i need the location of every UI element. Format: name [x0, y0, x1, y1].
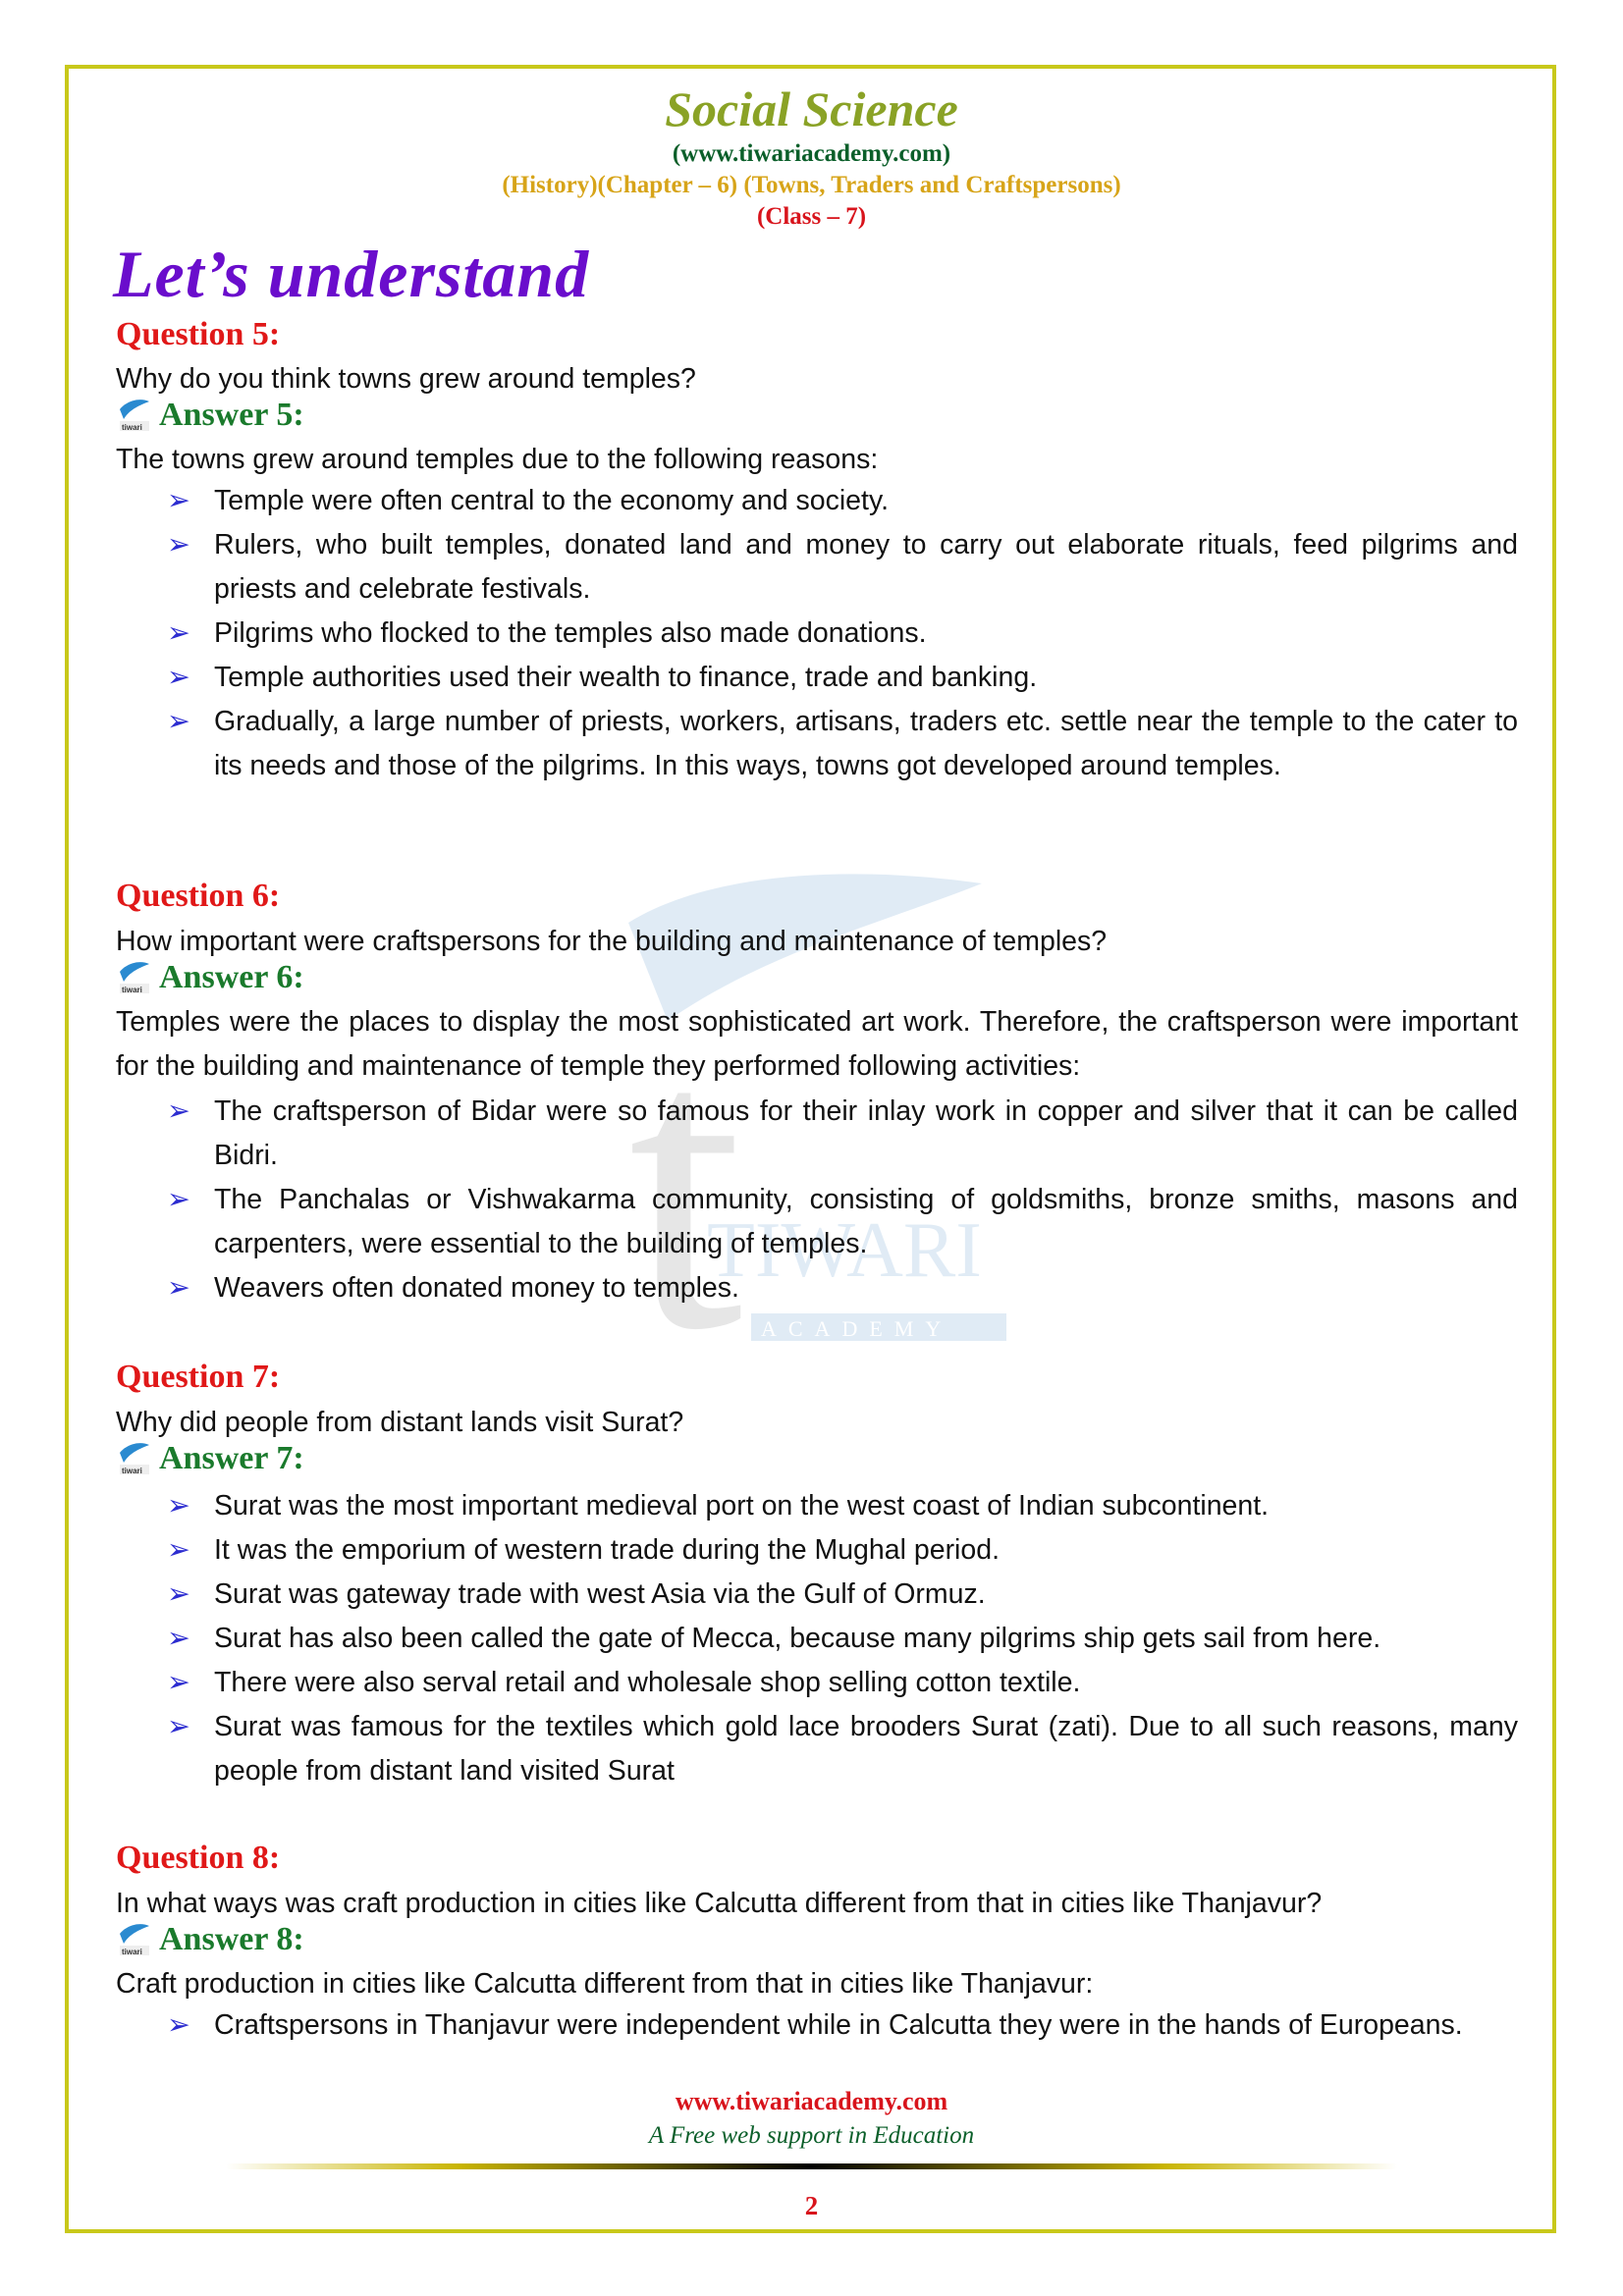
tiwari-logo-icon: [116, 1922, 151, 1957]
arrow-bullet-icon: ➢: [167, 1272, 190, 1304]
arrow-bullet-icon: ➢: [167, 1184, 190, 1215]
question-6-label: Question 6:: [116, 878, 281, 914]
bullet-text: Surat was gateway trade with west Asia via the Gulf of Ormuz.: [214, 1578, 986, 1610]
logo-text: tiwari: [122, 986, 142, 994]
bullet-text: Surat has also been called the gate of Mecca, because many pilgrims ship gets sail from here.: [214, 1623, 1381, 1654]
watermark-sub: ACADEMY: [761, 1316, 953, 1341]
tiwari-logo-icon: [116, 1441, 151, 1476]
arrow-bullet-icon: ➢: [167, 706, 190, 737]
bullet-text: Gradually, a large number of priests, workers, artisans, traders etc. settle near the temple to the cater to its needs and those of the pilgrims. In this ways, towns got developed around temples.: [214, 706, 1518, 781]
bullet-text: Pilgrims who flocked to the temples also made donations.: [214, 617, 927, 649]
question-8-label: Question 8:: [116, 1840, 281, 1876]
bullet-text: The Panchalas or Vishwakarma community, consisting of goldsmiths, bronze smiths, masons and carpenters, were essential to the building of temples.: [214, 1184, 1518, 1259]
footer-site-link[interactable]: www.tiwariacademy.com: [675, 2087, 948, 2115]
answer-5-intro: The towns grew around temples due to the following reasons:: [116, 444, 879, 475]
bullet-text: Temple authorities used their wealth to finance, trade and banking.: [214, 662, 1038, 693]
tiwari-logo-icon: [116, 960, 151, 995]
arrow-bullet-icon: ➢: [167, 1490, 190, 1522]
watermark-letter: t: [628, 958, 743, 1374]
watermark-word: TIWARI: [707, 1207, 982, 1294]
class-label: (Class – 7): [756, 203, 867, 230]
subject-title: Social Science: [665, 81, 958, 136]
footer-tagline: A Free web support in Education: [648, 2122, 975, 2149]
arrow-bullet-icon: ➢: [167, 1711, 190, 1742]
arrow-bullet-icon: ➢: [167, 1578, 190, 1610]
answer-5-label: Answer 5:: [159, 397, 304, 433]
arrow-bullet-icon: ➢: [167, 617, 190, 649]
section-title: Let’s understand: [113, 237, 590, 311]
answer-8-intro: Craft production in cities like Calcutta different from that in cities like Thanjavur:: [116, 1968, 1094, 2000]
footer-divider: [226, 2163, 1397, 2169]
answer-6-heading: [116, 959, 304, 996]
header-site-link[interactable]: (www.tiwariacademy.com): [672, 140, 951, 167]
bullet-text: Surat was famous for the textiles which gold lace brooders Surat (zati). Due to all such reasons, many people from distant land visited Surat: [214, 1711, 1518, 1787]
bullet-text: It was the emporium of western trade during the Mughal period.: [214, 1534, 1001, 1566]
bullet-text: Weavers often donated money to temples.: [214, 1272, 739, 1304]
arrow-bullet-icon: ➢: [167, 1095, 190, 1127]
logo-text: tiwari: [122, 1467, 142, 1475]
bullet-text: Surat was the most important medieval port on the west coast of Indian subcontinent.: [214, 1490, 1270, 1522]
logo-text: tiwari: [122, 423, 142, 432]
answer-5-heading: [116, 397, 304, 434]
bullet-text: Craftspersons in Thanjavur were independent while in Calcutta they were in the hands of Europeans.: [214, 2009, 1463, 2041]
chapter-title: (History)(Chapter – 6) (Towns, Traders and Craftspersons): [502, 172, 1121, 198]
logo-text: tiwari: [122, 1948, 142, 1956]
bullet-text: The craftsperson of Bidar were so famous for their inlay work in copper and silver that it can be called Bidri.: [214, 1095, 1518, 1171]
question-7-text: Why did people from distant lands visit Surat?: [116, 1407, 684, 1438]
bullet-text: Rulers, who built temples, donated land and money to carry out elaborate rituals, feed pilgrims and priests and celebrate festivals.: [214, 529, 1518, 605]
bullet-text: There were also serval retail and wholesale shop selling cotton textile.: [214, 1667, 1081, 1698]
arrow-bullet-icon: ➢: [167, 2009, 190, 2041]
question-8-text: In what ways was craft production in cities like Calcutta different from that in cities like Thanjavur?: [116, 1888, 1323, 1919]
page-number: 2: [804, 2191, 819, 2220]
question-6-text: How important were craftspersons for the building and maintenance of temples?: [116, 926, 1108, 957]
arrow-bullet-icon: ➢: [167, 529, 190, 561]
answer-6-intro: Temples were the places to display the most sophisticated art work. Therefore, the craftsperson were important for the building and maintenance of temple they performed following activities:: [116, 1006, 1518, 1082]
answer-7-label: Answer 7:: [159, 1440, 304, 1476]
answer-8-heading: [116, 1921, 304, 1958]
arrow-bullet-icon: ➢: [167, 1534, 190, 1566]
question-5-text: Why do you think towns grew around temples?: [116, 363, 696, 395]
answer-7-heading: [116, 1440, 304, 1477]
tiwari-logo-icon: [116, 398, 151, 433]
arrow-bullet-icon: ➢: [167, 1667, 190, 1698]
answer-8-label: Answer 8:: [159, 1921, 304, 1957]
bullet-text: Temple were often central to the economy and society.: [214, 485, 890, 516]
answer-6-label: Answer 6:: [159, 959, 304, 995]
question-5-label: Question 5:: [116, 316, 281, 352]
arrow-bullet-icon: ➢: [167, 662, 190, 693]
question-7-label: Question 7:: [116, 1359, 281, 1395]
arrow-bullet-icon: ➢: [167, 1623, 190, 1654]
arrow-bullet-icon: ➢: [167, 485, 190, 516]
